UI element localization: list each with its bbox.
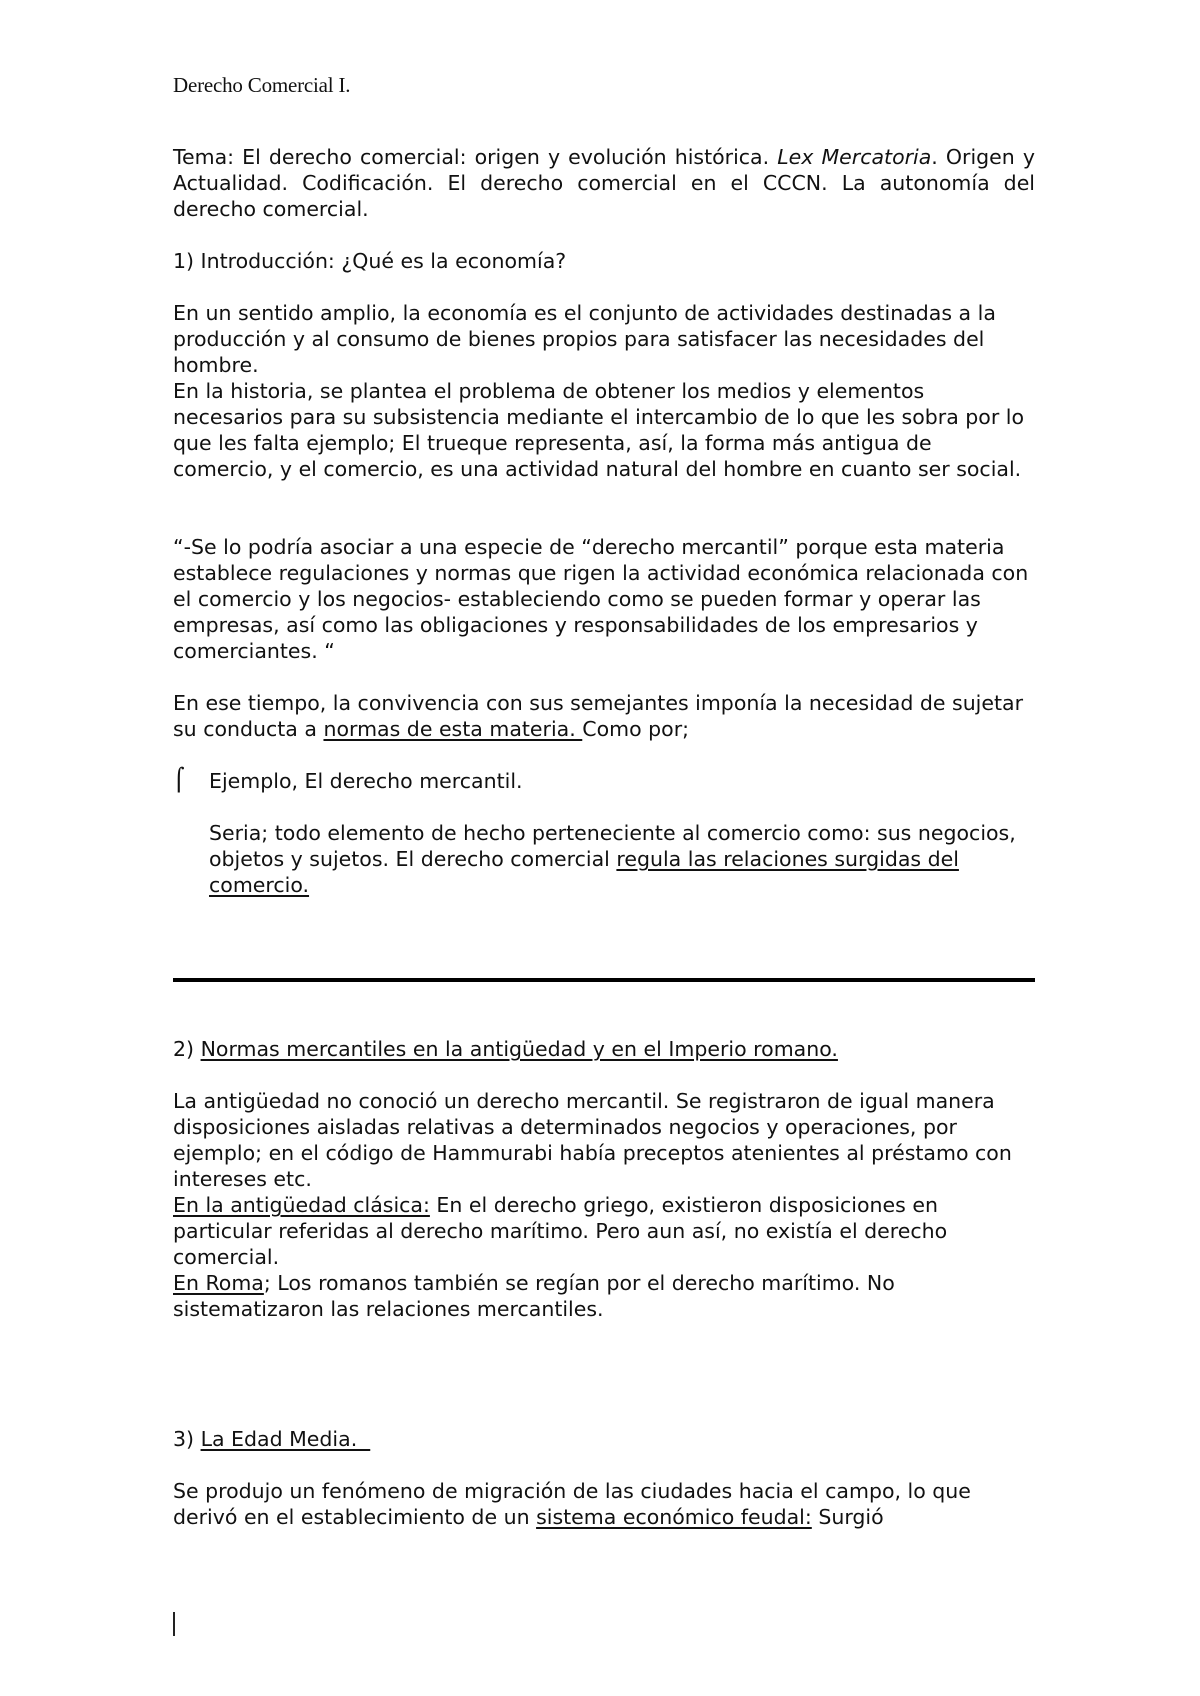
paragraph3-suffix: Como por; bbox=[582, 717, 690, 741]
section1-paragraph3 bbox=[173, 690, 1035, 742]
section3-title: La Edad Media. bbox=[200, 1427, 371, 1451]
section2-title: Normas mercantiles en la antigüedad y en el Imperio romano. bbox=[200, 1037, 838, 1061]
classic-label: En la antigüedad clásica: bbox=[173, 1193, 430, 1217]
rome-label: En Roma bbox=[173, 1271, 264, 1295]
bullet-icon: ⌠ bbox=[173, 768, 185, 793]
rome-text: ; Los romanos también se regían por el derecho marítimo. No sistematizaron las relaciones mercantiles. bbox=[173, 1271, 895, 1321]
section3-paragraph bbox=[173, 1478, 1035, 1530]
classic-text: En el derecho griego, existieron disposiciones en particular referidas al derecho marítimo. Pero aun así, no existía el derecho comercial. bbox=[173, 1193, 948, 1269]
section3-prefix: Se produjo un fenómeno de migración de las ciudades hacia el campo, lo que derivó en el establecimiento de un bbox=[173, 1479, 971, 1529]
section1-paragraph2: En la historia, se plantea el problema de obtener los medios y elementos necesarios para su subsistencia mediante el intercambio de lo que les sobra por lo que les falta ejemplo; El trueque representa, así, la forma más antigua de comercio, y el comercio, es una actividad natural del hombre en cuanto ser social. bbox=[173, 379, 1025, 481]
section3-heading bbox=[173, 1426, 1035, 1452]
topic-paragraph bbox=[173, 144, 1035, 222]
section1-paragraph1: En un sentido amplio, la economía es el conjunto de actividades destinadas a la producción y al consumo de bienes propios para satisfacer las necesidades del hombre. bbox=[173, 301, 996, 377]
section3-suffix: Surgió bbox=[811, 1505, 884, 1529]
horizontal-rule bbox=[173, 978, 1035, 982]
section2-rome bbox=[173, 1270, 1035, 1322]
bullet-detail-underlined: regula las relaciones surgidas del comercio. bbox=[209, 847, 959, 897]
text-cursor bbox=[173, 1612, 175, 1636]
section2-paragraph1: La antigüedad no conoció un derecho mercantil. Se registraron de igual manera disposiciones aisladas relativas a determinados negocios y operaciones, por ejemplo; en el código de Hammurabi había preceptos atenientes al préstamo con intereses etc. bbox=[173, 1089, 1012, 1191]
bullet-text: Ejemplo, El derecho mercantil. bbox=[209, 769, 523, 793]
topic-suffix: . Origen y Actualidad. Codificación. El derecho comercial en el CCCN. La autonomía del derecho comercial. bbox=[173, 145, 1035, 221]
section1-quote: “-Se lo podría asociar a una especie de “derecho mercantil” porque esta materia establece regulaciones y normas que rigen la actividad económica relacionada con el comercio y los negocios- estableciendo como se pueden formar y operar las empresas, así como las obligaciones y responsabilidades de los empresarios y comerciantes. “ bbox=[173, 535, 1029, 663]
bullet-detail bbox=[209, 820, 1035, 898]
bullet-detail-prefix: Seria; todo elemento de hecho perteneciente al comercio como: sus negocios, objetos y sujetos. El derecho comercial bbox=[209, 821, 1016, 871]
section1-heading: 1) Introducción: ¿Qué es la economía? bbox=[173, 249, 567, 273]
section3-underlined: sistema económico feudal: bbox=[536, 1505, 812, 1529]
topic-italic: Lex Mercatoria bbox=[777, 145, 932, 169]
paragraph3-underlined: normas de esta materia. bbox=[323, 717, 583, 741]
section2-heading bbox=[173, 1036, 1035, 1062]
section3-number: 3) bbox=[173, 1427, 201, 1451]
section2-number: 2) bbox=[173, 1037, 201, 1061]
topic-prefix: Tema: El derecho comercial: origen y evolución histórica. bbox=[173, 145, 778, 169]
bullet-item bbox=[173, 768, 1035, 898]
bullet-body bbox=[209, 768, 1035, 898]
course-header: Derecho Comercial I. bbox=[173, 73, 351, 97]
paragraph3-prefix: En ese tiempo, la convivencia con sus semejantes imponía la necesidad de sujetar su conducta a bbox=[173, 691, 1024, 741]
section2-classic bbox=[173, 1192, 1035, 1270]
